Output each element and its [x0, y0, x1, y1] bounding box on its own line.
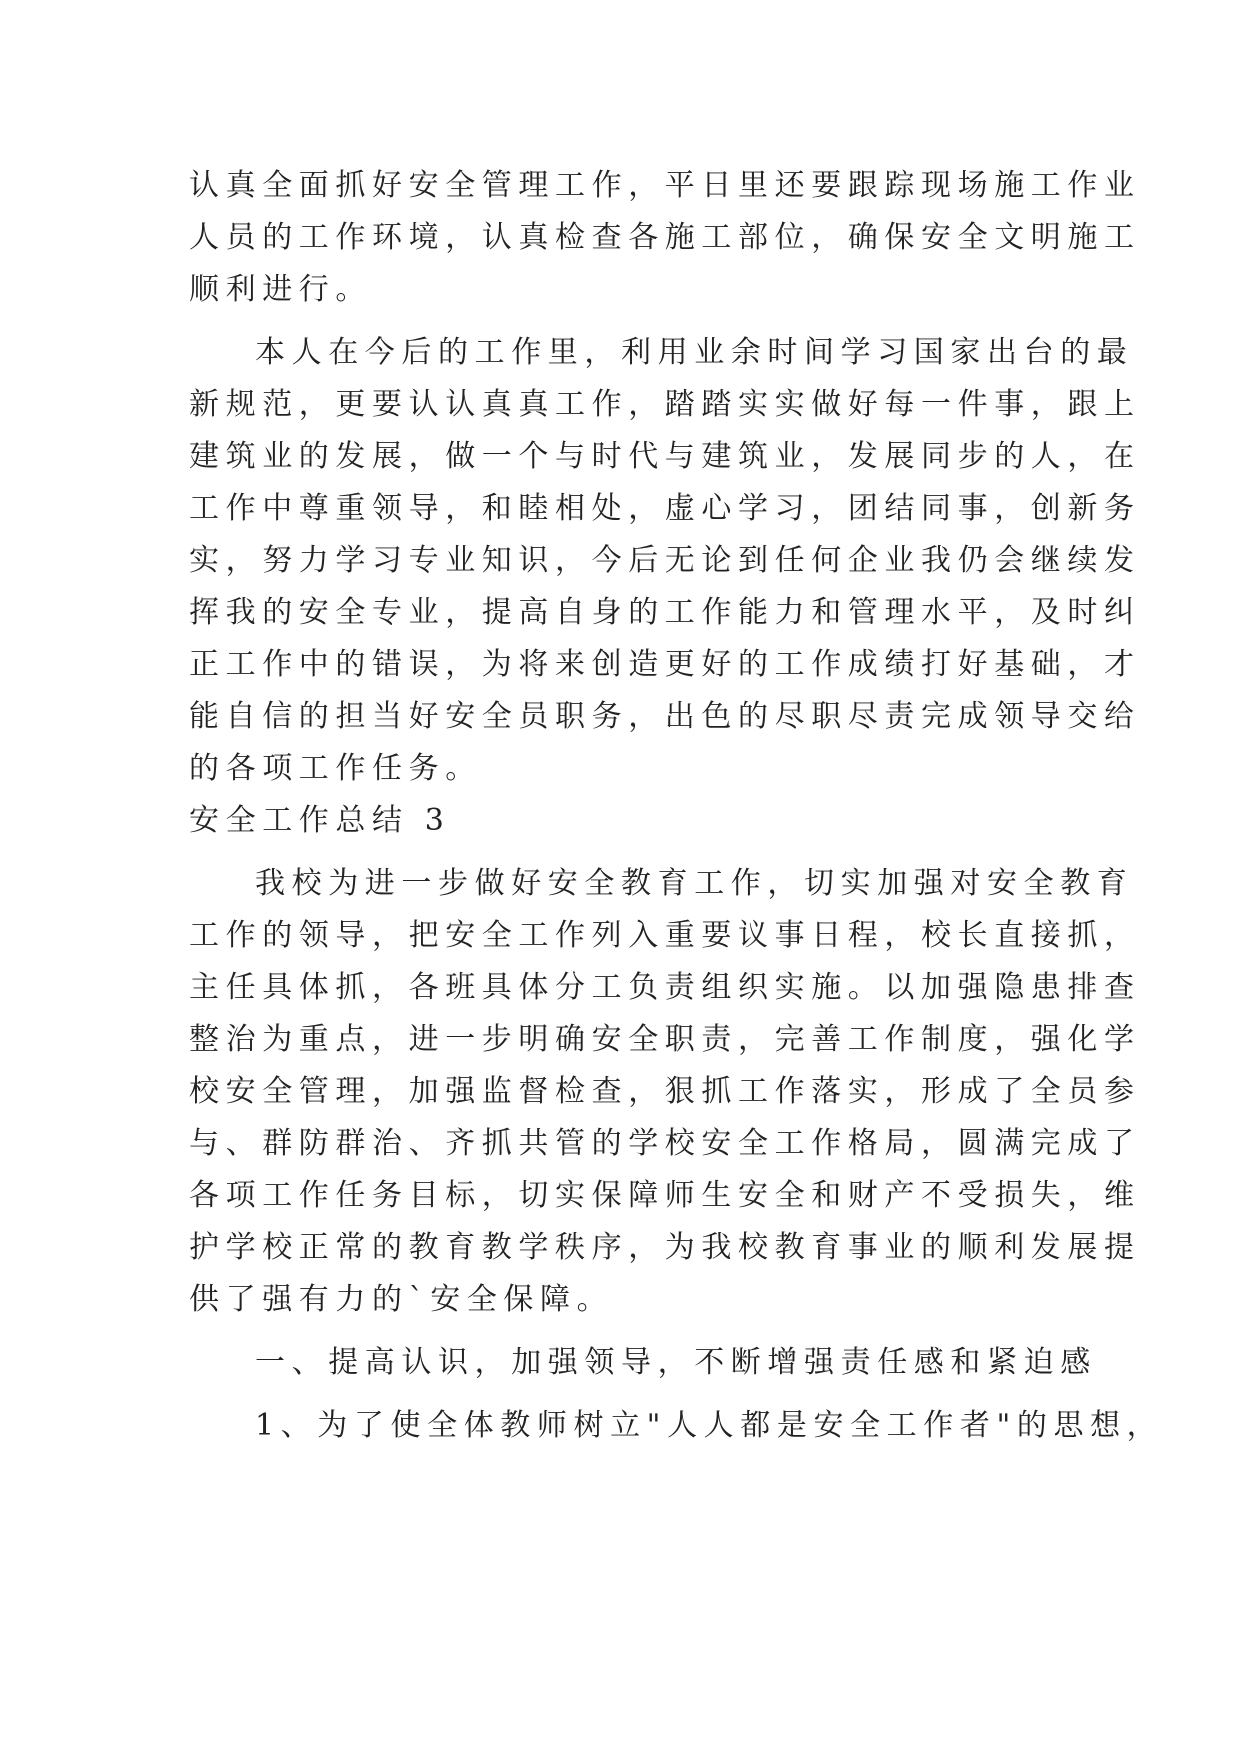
text-line: 各项工作任务目标，切实保障师生安全和财产不受损失，维: [189, 1178, 1141, 1213]
paragraph-continued: [189, 160, 1141, 316]
text-line: 整治为重点，进一步明确安全职责，完善工作制度，强化学: [189, 1022, 1141, 1057]
subheading: [189, 1337, 1097, 1389]
text-line: 实，努力学习专业知识，今后无论到任何企业我仍会继续发: [189, 543, 1141, 578]
text-line: 人员的工作环境，认真检查各施工部位，确保安全文明施工: [189, 220, 1141, 255]
text-line: 挥我的安全专业，提高自身的工作能力和管理水平，及时纠: [189, 595, 1141, 630]
text-line: 工作中尊重领导，和睦相处，虚心学习，团结同事，创新务: [189, 491, 1141, 526]
text-line: 护学校正常的教育教学秩序，为我校教育事业的顺利发展提: [189, 1230, 1141, 1265]
text-line: 本人在今后的工作里，利用业余时间学习国家出台的最: [255, 335, 1134, 370]
text-line: 认真全面抓好安全管理工作，平日里还要跟踪现场施工作业: [189, 168, 1141, 203]
text-line: 正工作中的错误，为将来创造更好的工作成绩打好基础，才: [189, 647, 1141, 682]
text-line: 主任具体抓，各班具体分工负责组织实施。以加强隐患排查: [189, 970, 1141, 1005]
subheading-text: 一、提高认识，加强领导，不断增强责任感和紧迫感: [255, 1345, 1097, 1380]
section-heading: 安全工作总结 3: [189, 803, 451, 838]
text-line: 校安全管理，加强监督检查，狠抓工作落实，形成了全员参: [189, 1074, 1141, 1109]
document-body: [189, 160, 1164, 1452]
text-line: 能自信的担当好安全员职务，出色的尽职尽责完成领导交给: [189, 699, 1141, 734]
numbered-item: [189, 1400, 1164, 1452]
text-line: 我校为进一步做好安全教育工作，切实加强对安全教育: [255, 866, 1134, 901]
text-line: 工作的领导，把安全工作列入重要议事日程，校长直接抓，: [189, 918, 1141, 953]
text-line: 供了强有力的`安全保障。: [189, 1282, 614, 1317]
text-line: 新规范，更要认认真真工作，踏踏实实做好每一件事，跟上: [189, 387, 1141, 422]
text-line: 建筑业的发展，做一个与时代与建筑业，发展同步的人，在: [189, 439, 1141, 474]
paragraph-school-safety: [189, 858, 1141, 1326]
text-line: 的各项工作任务。: [189, 751, 482, 786]
text-line: 与、群防群治、齐抓共管的学校安全工作格局，圆满完成了: [189, 1126, 1141, 1161]
item-text: 1、为了使全体教师树立"人人都是安全工作者"的思想，: [255, 1408, 1164, 1443]
text-line: 顺利进行。: [189, 272, 372, 307]
paragraph-future-work: [189, 327, 1141, 795]
